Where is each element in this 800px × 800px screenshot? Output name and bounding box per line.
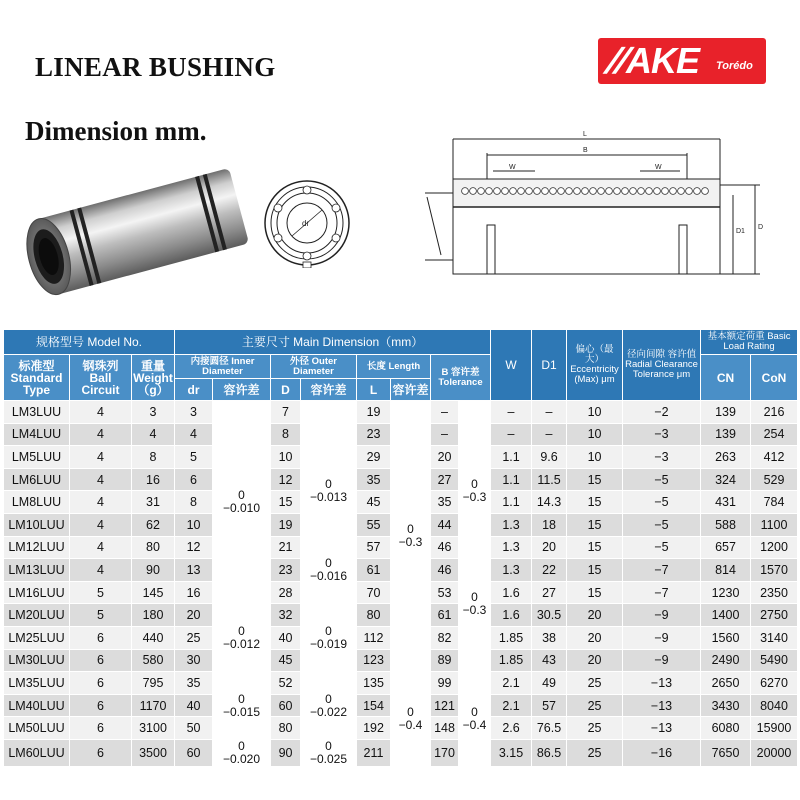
- cell-outer-diameter: 21: [271, 536, 301, 559]
- cell-dr: 16: [175, 581, 213, 604]
- cell-b: 148: [431, 717, 459, 740]
- cell-weight: 80: [132, 536, 175, 559]
- cell-d1: –: [532, 423, 567, 446]
- header-inner-diameter: 内接圆径 Inner Diameter: [190, 355, 255, 377]
- cell-cn: 1560: [701, 626, 751, 649]
- cell-dr: 35: [175, 672, 213, 695]
- cell-outer-diameter: 8: [271, 423, 301, 446]
- cell-dr: 10: [175, 513, 213, 536]
- cell-con: 6270: [751, 672, 798, 695]
- cell-length: 19: [357, 401, 391, 424]
- cell-dr: 3: [175, 401, 213, 424]
- cell-w: 1.85: [491, 626, 532, 649]
- cell-d-tolerance: 0 −0.019: [301, 604, 357, 672]
- cell-cn: 431: [701, 491, 751, 514]
- cell-length: 61: [357, 559, 391, 582]
- cell-d1: 30.5: [532, 604, 567, 627]
- cell-d-tolerance: 0 −0.016: [301, 536, 357, 604]
- cell-con: 3140: [751, 626, 798, 649]
- cell-con: 15900: [751, 717, 798, 740]
- cell-b: –: [431, 423, 459, 446]
- cell-cn: 139: [701, 401, 751, 424]
- cell-weight: 3: [132, 401, 175, 424]
- cell-cn: 324: [701, 468, 751, 491]
- header-model-no: 规格型号 Model No.: [4, 330, 175, 355]
- cell-w: –: [491, 401, 532, 424]
- cell-outer-diameter: 52: [271, 672, 301, 695]
- cell-ball-circuit: 6: [70, 626, 132, 649]
- cell-radial-clearance: −7: [623, 581, 701, 604]
- cell-ball-circuit: 6: [70, 717, 132, 740]
- cell-ball-circuit: 6: [70, 739, 132, 766]
- cell-eccentricity: 15: [567, 536, 623, 559]
- cell-con: 1200: [751, 536, 798, 559]
- cell-b: 20: [431, 446, 459, 469]
- cell-b: 89: [431, 649, 459, 672]
- cell-w: 1.1: [491, 468, 532, 491]
- cell-model: LM10LUU: [4, 513, 70, 536]
- header-standard-type: 标准型 Standard Type: [10, 358, 63, 397]
- header-D-tol: 容许差: [301, 379, 357, 401]
- cell-b: 46: [431, 559, 459, 582]
- cell-l-tolerance: 0 −0.3: [391, 401, 431, 672]
- cell-eccentricity: 15: [567, 468, 623, 491]
- cell-cn: 1400: [701, 604, 751, 627]
- cell-ball-circuit: 4: [70, 559, 132, 582]
- cell-ball-circuit: 4: [70, 536, 132, 559]
- cell-eccentricity: 25: [567, 717, 623, 740]
- cell-ball-circuit: 4: [70, 513, 132, 536]
- cell-dr-tolerance: 0 −0.010: [213, 401, 271, 604]
- header-L-tol: 容许差: [391, 379, 431, 401]
- cell-length: 154: [357, 694, 391, 717]
- spec-table: [3, 329, 798, 767]
- cell-ball-circuit: 4: [70, 401, 132, 424]
- logo-text: //AKE: [601, 40, 700, 81]
- cell-model: LM30LUU: [4, 649, 70, 672]
- cell-ball-circuit: 6: [70, 672, 132, 695]
- cell-con: 2350: [751, 581, 798, 604]
- cell-model: LM8LUU: [4, 491, 70, 514]
- cell-model: LM60LUU: [4, 739, 70, 766]
- cell-length: 80: [357, 604, 391, 627]
- cell-con: 1100: [751, 513, 798, 536]
- cell-eccentricity: 15: [567, 559, 623, 582]
- cell-d1: 20: [532, 536, 567, 559]
- cell-weight: 62: [132, 513, 175, 536]
- cell-cn: 139: [701, 423, 751, 446]
- page-title: LINEAR BUSHING: [35, 52, 276, 82]
- dr-label: dr: [302, 219, 310, 228]
- cell-d1: 76.5: [532, 717, 567, 740]
- cell-b: 46: [431, 536, 459, 559]
- cell-d-tolerance: 0 −0.013: [301, 446, 357, 536]
- cell-d1: 22: [532, 559, 567, 582]
- cell-outer-diameter: 15: [271, 491, 301, 514]
- header-outer-diameter: 外径 Outer Diameter: [290, 355, 337, 377]
- cell-dr: 4: [175, 423, 213, 446]
- cell-dr: 12: [175, 536, 213, 559]
- cell-b: 44: [431, 513, 459, 536]
- cell-con: 529: [751, 468, 798, 491]
- cell-radial-clearance: −5: [623, 468, 701, 491]
- cell-eccentricity: 15: [567, 491, 623, 514]
- cell-ball-circuit: 4: [70, 491, 132, 514]
- cell-w: 1.3: [491, 559, 532, 582]
- cell-con: 20000: [751, 739, 798, 766]
- cell-length: 23: [357, 423, 391, 446]
- cell-eccentricity: 25: [567, 672, 623, 695]
- cell-weight: 580: [132, 649, 175, 672]
- cell-cn: 657: [701, 536, 751, 559]
- cell-eccentricity: 10: [567, 401, 623, 424]
- cell-b: 121: [431, 694, 459, 717]
- cell-d1: 57: [532, 694, 567, 717]
- cell-con: 784: [751, 491, 798, 514]
- cell-cn: 7650: [701, 739, 751, 766]
- cell-con: 254: [751, 423, 798, 446]
- header-dr-tol: 容许差: [213, 379, 271, 401]
- cell-d1: 18: [532, 513, 567, 536]
- cell-w: 2.1: [491, 672, 532, 695]
- cell-weight: 16: [132, 468, 175, 491]
- cell-d1: 43: [532, 649, 567, 672]
- dim-label-L: L: [583, 131, 587, 138]
- cell-length: 70: [357, 581, 391, 604]
- cell-cn: 2490: [701, 649, 751, 672]
- cell-dr: 50: [175, 717, 213, 740]
- cell-cn: 2650: [701, 672, 751, 695]
- dim-label-B: B: [583, 147, 588, 154]
- header-b-tolerance: B 容许差 Tolerance: [438, 366, 483, 388]
- cell-model: LM12LUU: [4, 536, 70, 559]
- cell-radial-clearance: −2: [623, 401, 701, 424]
- cell-ball-circuit: 4: [70, 468, 132, 491]
- cell-ball-circuit: 5: [70, 604, 132, 627]
- cell-outer-diameter: 45: [271, 649, 301, 672]
- cell-outer-diameter: 28: [271, 581, 301, 604]
- cell-cn: 263: [701, 446, 751, 469]
- cell-weight: 4: [132, 423, 175, 446]
- cell-b: 82: [431, 626, 459, 649]
- cell-model: LM4LUU: [4, 423, 70, 446]
- cell-cn: 6080: [701, 717, 751, 740]
- cell-d1: 11.5: [532, 468, 567, 491]
- cell-radial-clearance: −13: [623, 694, 701, 717]
- cell-cn: 588: [701, 513, 751, 536]
- cell-weight: 90: [132, 559, 175, 582]
- cell-radial-clearance: −13: [623, 717, 701, 740]
- cell-model: LM40LUU: [4, 694, 70, 717]
- cell-cn: 814: [701, 559, 751, 582]
- cell-w: 1.3: [491, 513, 532, 536]
- cell-radial-clearance: −9: [623, 604, 701, 627]
- cell-d1: 9.6: [532, 446, 567, 469]
- cell-eccentricity: 15: [567, 581, 623, 604]
- page-subtitle: Dimension mm.: [25, 116, 207, 146]
- cell-model: LM3LUU: [4, 401, 70, 424]
- cell-b: 53: [431, 581, 459, 604]
- dim-label-W-left: W: [509, 164, 516, 171]
- cell-weight: 1170: [132, 694, 175, 717]
- cell-outer-diameter: 12: [271, 468, 301, 491]
- cell-radial-clearance: −16: [623, 739, 701, 766]
- cell-dr: 40: [175, 694, 213, 717]
- table-row: [4, 672, 798, 695]
- cell-b: 61: [431, 604, 459, 627]
- cell-outer-diameter: 32: [271, 604, 301, 627]
- cell-con: 216: [751, 401, 798, 424]
- cell-weight: 3500: [132, 739, 175, 766]
- cell-b: 27: [431, 468, 459, 491]
- cell-b-tolerance: 0 −0.4: [459, 672, 491, 767]
- header-con: CoN: [751, 355, 798, 401]
- cell-w: 1.1: [491, 446, 532, 469]
- dim-label-W-right: W: [655, 164, 662, 171]
- cell-dr: 25: [175, 626, 213, 649]
- cell-radial-clearance: −5: [623, 513, 701, 536]
- cell-ball-circuit: 4: [70, 446, 132, 469]
- cell-eccentricity: 25: [567, 694, 623, 717]
- cell-dr-tolerance: 0 −0.015: [213, 672, 271, 740]
- cell-length: 123: [357, 649, 391, 672]
- cell-dr-tolerance: 0 −0.020: [213, 739, 271, 766]
- cell-d1: 38: [532, 626, 567, 649]
- cell-dr: 30: [175, 649, 213, 672]
- header-D: D: [271, 379, 301, 401]
- header-radial-clearance: 径向间隙 容许值 Radial Clearance Tolerance μm: [625, 349, 698, 380]
- cell-con: 412: [751, 446, 798, 469]
- cell-d1: 14.3: [532, 491, 567, 514]
- bushing-photo: [8, 160, 258, 310]
- logo-subtext: Torédo: [716, 60, 753, 72]
- cell-d1: 49: [532, 672, 567, 695]
- cell-length: 192: [357, 717, 391, 740]
- cell-weight: 795: [132, 672, 175, 695]
- cell-length: 135: [357, 672, 391, 695]
- header-dr: dr: [175, 379, 213, 401]
- cell-eccentricity: 15: [567, 513, 623, 536]
- cell-eccentricity: 20: [567, 649, 623, 672]
- cell-outer-diameter: 19: [271, 513, 301, 536]
- cell-b-tolerance: [459, 401, 491, 446]
- cell-con: 8040: [751, 694, 798, 717]
- cell-radial-clearance: −9: [623, 649, 701, 672]
- cell-model: LM50LUU: [4, 717, 70, 740]
- cell-length: 57: [357, 536, 391, 559]
- cell-ball-circuit: 6: [70, 694, 132, 717]
- cell-dr: 6: [175, 468, 213, 491]
- header-ball-circuit: 钢珠列 Ball Circuit: [81, 358, 120, 397]
- cell-length: 35: [357, 468, 391, 491]
- cell-d1: 27: [532, 581, 567, 604]
- cell-outer-diameter: 90: [271, 739, 301, 766]
- cell-eccentricity: 10: [567, 446, 623, 469]
- header-L: L: [357, 379, 391, 401]
- cell-model: LM35LUU: [4, 672, 70, 695]
- header-main-dimension: 主要尺寸 Main Dimension（mm）: [175, 330, 491, 355]
- cell-eccentricity: 20: [567, 604, 623, 627]
- cell-w: 1.6: [491, 581, 532, 604]
- cell-outer-diameter: 80: [271, 717, 301, 740]
- cell-w: 1.6: [491, 604, 532, 627]
- cell-w: 1.3: [491, 536, 532, 559]
- header-basic-load: 基本额定荷重 Basic Load Rating: [707, 331, 791, 352]
- header-d1: D1: [532, 330, 567, 401]
- cell-dr-tolerance: 0 −0.012: [213, 604, 271, 672]
- cell-radial-clearance: −9: [623, 626, 701, 649]
- cell-radial-clearance: −3: [623, 423, 701, 446]
- cell-radial-clearance: −5: [623, 491, 701, 514]
- cell-con: 2750: [751, 604, 798, 627]
- cell-length: 211: [357, 739, 391, 766]
- cell-eccentricity: 20: [567, 626, 623, 649]
- header-weight: 重量 Weight（g）: [133, 358, 173, 397]
- cell-ball-circuit: 4: [70, 423, 132, 446]
- header-length: 长度 Length: [366, 360, 421, 372]
- cell-con: 5490: [751, 649, 798, 672]
- cell-weight: 3100: [132, 717, 175, 740]
- cell-radial-clearance: −13: [623, 672, 701, 695]
- cell-model: LM20LUU: [4, 604, 70, 627]
- cell-model: LM16LUU: [4, 581, 70, 604]
- cell-b-tolerance: 0 −0.3: [459, 536, 491, 672]
- cell-d1: –: [532, 401, 567, 424]
- cell-d1: 86.5: [532, 739, 567, 766]
- table-row: [4, 401, 798, 424]
- cell-model: LM5LUU: [4, 446, 70, 469]
- cell-d-tolerance: 0 −0.025: [301, 739, 357, 766]
- cell-w: 2.6: [491, 717, 532, 740]
- cell-outer-diameter: 60: [271, 694, 301, 717]
- cell-radial-clearance: −3: [623, 446, 701, 469]
- brand-logo: [598, 38, 766, 84]
- dim-label-D: D: [758, 224, 764, 231]
- cell-cn: 1230: [701, 581, 751, 604]
- cell-weight: 8: [132, 446, 175, 469]
- cell-w: –: [491, 423, 532, 446]
- cell-outer-diameter: 7: [271, 401, 301, 424]
- cell-weight: 180: [132, 604, 175, 627]
- cell-length: 29: [357, 446, 391, 469]
- cell-outer-diameter: 40: [271, 626, 301, 649]
- cell-dr: 60: [175, 739, 213, 766]
- cell-w: 2.1: [491, 694, 532, 717]
- cell-b: 99: [431, 672, 459, 695]
- cell-cn: 3430: [701, 694, 751, 717]
- cell-radial-clearance: −7: [623, 559, 701, 582]
- cell-b: 170: [431, 739, 459, 766]
- cell-model: LM25LUU: [4, 626, 70, 649]
- cell-model: LM6LUU: [4, 468, 70, 491]
- cell-w: 3.15: [491, 739, 532, 766]
- cell-model: LM13LUU: [4, 559, 70, 582]
- cell-ball-circuit: 6: [70, 649, 132, 672]
- dim-label-D1: D1: [736, 228, 745, 235]
- cell-w: 1.85: [491, 649, 532, 672]
- cell-weight: 31: [132, 491, 175, 514]
- cell-eccentricity: 10: [567, 423, 623, 446]
- cell-con: 1570: [751, 559, 798, 582]
- section-drawing: [415, 125, 780, 285]
- cell-b-tolerance: 0 −0.3: [459, 446, 491, 536]
- cell-length: 45: [357, 491, 391, 514]
- cell-l-tolerance: 0 −0.4: [391, 672, 431, 767]
- cell-ball-circuit: 5: [70, 581, 132, 604]
- cell-d-tolerance: [301, 401, 357, 446]
- cell-weight: 145: [132, 581, 175, 604]
- cell-b: 35: [431, 491, 459, 514]
- cell-dr: 13: [175, 559, 213, 582]
- header-cn: CN: [701, 355, 751, 401]
- header-w: W: [491, 330, 532, 401]
- cell-length: 55: [357, 513, 391, 536]
- cell-outer-diameter: 23: [271, 559, 301, 582]
- cell-dr: 20: [175, 604, 213, 627]
- cell-w: 1.1: [491, 491, 532, 514]
- cell-weight: 440: [132, 626, 175, 649]
- header-eccentricity: 偏心（最大） Eccentricity (Max) μm: [570, 344, 619, 385]
- cell-eccentricity: 25: [567, 739, 623, 766]
- cell-length: 112: [357, 626, 391, 649]
- cell-b: –: [431, 401, 459, 424]
- cell-dr: 8: [175, 491, 213, 514]
- cell-outer-diameter: 10: [271, 446, 301, 469]
- end-view-drawing: [262, 178, 352, 268]
- cell-d-tolerance: 0 −0.022: [301, 672, 357, 740]
- cell-dr: 5: [175, 446, 213, 469]
- cell-radial-clearance: −5: [623, 536, 701, 559]
